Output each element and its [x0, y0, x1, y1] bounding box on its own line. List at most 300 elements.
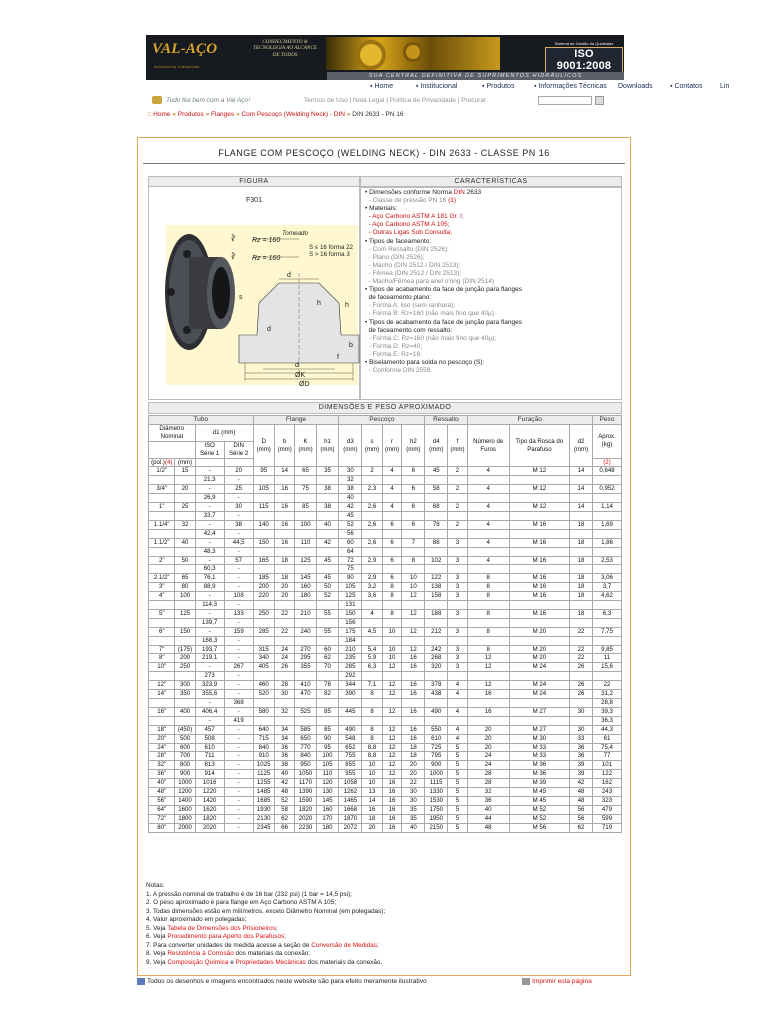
table-cell: 78: [425, 520, 448, 529]
note-link[interactable]: Propriedades Mecânicas: [235, 958, 306, 966]
flange-drawing: [149, 187, 361, 401]
table-cell: 2345: [253, 823, 274, 832]
table-cell: 268: [425, 654, 448, 663]
table-cell: 52: [339, 520, 362, 529]
table-cell: -: [224, 788, 253, 797]
table-row: [149, 467, 622, 476]
table-cell: 1/2": [149, 467, 175, 476]
table-cell: [149, 636, 175, 645]
table-cell: -: [224, 770, 253, 779]
sub-bar: [146, 95, 624, 107]
table-cell: [316, 601, 339, 610]
note-item: 8. Veja Resistência à Corrosão dos materiais da conexão;: [146, 950, 311, 957]
table-cell: [509, 636, 569, 645]
table-cell: 548: [339, 734, 362, 743]
table-row: [149, 725, 622, 734]
table-cell: 33: [570, 734, 593, 743]
table-cell: [274, 672, 295, 681]
table-cell: 6,3: [362, 663, 382, 672]
table-cell: [316, 511, 339, 520]
table-cell: 6: [402, 467, 425, 476]
table-cell: 12: [382, 690, 402, 699]
table-cell: 20: [362, 823, 382, 832]
table-cell: [175, 601, 195, 610]
table-cell: 800: [175, 761, 195, 770]
table-cell: [339, 716, 362, 725]
table-cell: -: [224, 672, 253, 681]
menu-item-downloads[interactable]: Downloads: [618, 83, 653, 90]
table-cell: 42: [339, 503, 362, 512]
table-cell: [467, 511, 509, 520]
table-cell: 18: [570, 609, 593, 618]
gear-icon: [356, 40, 386, 70]
table-cell: 100: [316, 752, 339, 761]
table-cell: 12: [467, 681, 509, 690]
table-cell: [295, 565, 316, 574]
gear-icon: [403, 42, 423, 62]
table-cell: 39: [570, 761, 593, 770]
legal-links[interactable]: Termos de Uso | Nota Legal | Política de Privacidade | Procurar:: [304, 97, 488, 104]
characteristic-link[interactable]: - Outras Ligas Sob Consulta;: [365, 229, 453, 237]
table-cell: 25: [224, 485, 253, 494]
table-cell: [274, 716, 295, 725]
note-link[interactable]: Conversão de Medidas: [311, 941, 377, 949]
note-item: 5. Veja Tabela de Dimensões dos Prisioneiros;: [146, 924, 278, 932]
table-cell: 42: [316, 538, 339, 547]
table-cell: 1685: [253, 796, 274, 805]
note-link[interactable]: Procedimento para Aperto dos Parafusos: [167, 933, 285, 940]
table-row: [149, 699, 622, 708]
table-cell: 10: [382, 645, 402, 654]
table-cell: [362, 529, 382, 538]
table-cell: 6: [382, 574, 402, 583]
svg-text:s: s: [239, 294, 243, 301]
table-cell: 479: [593, 805, 622, 814]
table-cell: 62: [316, 654, 339, 663]
table-cell: 1590: [295, 796, 316, 805]
table-cell: 6": [149, 627, 175, 636]
table-cell: 48,3: [195, 547, 224, 556]
breadcrumb-pescoco[interactable]: Com Pescoço (Welding Neck) - DIN: [241, 111, 345, 118]
table-cell: M 16: [509, 574, 569, 583]
characteristic-link[interactable]: - Aço Carbono ASTM A 105;: [365, 221, 450, 229]
table-cell: [316, 672, 339, 681]
table-cell: [570, 547, 593, 556]
note-item: 7. Para converter unidades de medida acesse a seção de Conversão de Medidas;: [146, 941, 379, 949]
table-cell: 285: [339, 663, 362, 672]
table-cell: 14: [274, 467, 295, 476]
note-item: 4. Valor aproximado em polegadas;: [146, 916, 247, 923]
table-cell: [295, 511, 316, 520]
table-cell: 585: [295, 725, 316, 734]
svg-text:∛: ∛: [231, 254, 236, 261]
table-cell: 8: [402, 556, 425, 565]
table-cell: 12: [467, 663, 509, 672]
characteristic-item: • Biselamento para solda no pescoço (S):: [365, 358, 485, 366]
table-cell: M 16: [509, 609, 569, 618]
table-cell: 20: [402, 770, 425, 779]
table-row: [149, 734, 622, 743]
characteristic-item: de faceamento plano:: [365, 294, 432, 302]
table-cell: 2,53: [593, 556, 622, 565]
table-cell: [509, 618, 569, 627]
figure-panel: [148, 186, 360, 400]
table-cell: 4: [448, 681, 467, 690]
table-row: [149, 663, 622, 672]
table-cell: -: [224, 752, 253, 761]
table-cell: 52: [274, 796, 295, 805]
table-cell: 45: [425, 467, 448, 476]
table-cell: 85: [316, 707, 339, 716]
group-header: Peso: [593, 416, 622, 425]
print-page-link[interactable]: Imprimir esta página: [532, 978, 592, 985]
table-cell: 7,1: [362, 681, 382, 690]
table-row: [149, 716, 622, 725]
table-cell: 32: [175, 520, 195, 529]
table-row: [149, 485, 622, 494]
table-cell: [362, 494, 382, 503]
table-cell: [362, 618, 382, 627]
table-cell: M 12: [509, 467, 569, 476]
table-cell: [316, 476, 339, 485]
table-cell: 242: [425, 645, 448, 654]
table-cell: 40: [467, 805, 509, 814]
table-cell: 12: [382, 743, 402, 752]
table-cell: 8: [467, 609, 509, 618]
table-cell: 4: [467, 556, 509, 565]
table-row: [149, 636, 622, 645]
menu-item-home[interactable]: ▪ Home: [370, 83, 394, 90]
table-cell: 600: [175, 743, 195, 752]
table-cell: 16: [382, 814, 402, 823]
table-cell: 350: [175, 690, 195, 699]
table-cell: 12: [402, 627, 425, 636]
table-cell: 12: [382, 752, 402, 761]
table-cell: 640: [253, 725, 274, 734]
table-cell: 5": [149, 609, 175, 618]
svg-text:h: h: [317, 300, 321, 307]
table-cell: 652: [339, 743, 362, 752]
table-cell: [570, 699, 593, 708]
table-cell: [253, 476, 274, 485]
table-cell: -: [195, 520, 224, 529]
table-cell: [448, 618, 467, 627]
characteristic-item: [365, 221, 617, 229]
note-ref[interactable]: (4): [164, 458, 173, 466]
table-cell: [382, 494, 402, 503]
table-cell: 16: [362, 805, 382, 814]
table-cell: [295, 636, 316, 645]
table-cell: [175, 565, 195, 574]
table-cell: 42: [274, 779, 295, 788]
table-cell: 219,1: [195, 654, 224, 663]
table-cell: [382, 716, 402, 725]
table-cell: 57: [224, 556, 253, 565]
table-cell: [467, 636, 509, 645]
table-cell: 2,6: [362, 538, 382, 547]
table-cell: 140: [253, 520, 274, 529]
table-cell: 11: [593, 654, 622, 663]
table-cell: 8: [382, 583, 402, 592]
table-cell: 168,3: [195, 636, 224, 645]
brand-logo[interactable]: VAL-AÇO: [152, 41, 218, 57]
table-cell: 101: [593, 761, 622, 770]
menu-item-institucional[interactable]: ▪ Institucional: [416, 83, 458, 90]
table-cell: 405: [253, 663, 274, 672]
table-cell: 285: [253, 627, 274, 636]
column-header: f (mm): [448, 424, 467, 467]
breadcrumb-flanges[interactable]: Flanges: [211, 111, 235, 118]
table-cell: M 20: [509, 645, 569, 654]
table-cell: 1000: [425, 770, 448, 779]
table-cell: [593, 511, 622, 520]
characteristic-item: - Forma A: liso (sem ranhura);: [365, 302, 455, 310]
table-cell: 580: [253, 707, 274, 716]
table-cell: 406,4: [195, 707, 224, 716]
table-cell: -: [224, 574, 253, 583]
table-cell: 0,648: [593, 467, 622, 476]
table-cell: [402, 511, 425, 520]
menu-item-produtos[interactable]: ▪ Produtos: [482, 83, 515, 90]
page-title: FLANGE COM PESCOÇO (WELDING NECK) - DIN 2633 - CLASSE PN 16: [218, 148, 550, 158]
menu-item-links[interactable]: Lin: [720, 83, 730, 90]
table-cell: 48: [570, 796, 593, 805]
table-cell: M 16: [509, 592, 569, 601]
table-cell: 32": [149, 761, 175, 770]
table-cell: 193,7: [195, 645, 224, 654]
table-cell: [448, 511, 467, 520]
table-cell: M 56: [509, 823, 569, 832]
table-cell: 5: [448, 814, 467, 823]
menu-item-informacoes-tecnicas[interactable]: ▪ Informações Técnicas: [534, 83, 607, 90]
column-header: [195, 458, 224, 467]
table-cell: 6,3: [593, 609, 622, 618]
table-cell: -: [224, 645, 253, 654]
column-header: D (mm): [253, 424, 274, 467]
table-cell: 4: [448, 725, 467, 734]
table-cell: 5: [448, 805, 467, 814]
table-row: [149, 556, 622, 565]
table-cell: [402, 529, 425, 538]
table-cell: -: [224, 618, 253, 627]
table-cell: 490: [339, 725, 362, 734]
table-cell: 58: [425, 485, 448, 494]
table-row: [149, 618, 622, 627]
characteristic-link[interactable]: - Aço Carbono ASTM A 181 Gr. I;: [365, 213, 464, 221]
svg-text:f: f: [337, 354, 339, 361]
table-cell: M 33: [509, 743, 569, 752]
table-cell: M 27: [509, 707, 569, 716]
table-cell: 3: [448, 574, 467, 583]
column-header: d1 (mm): [195, 424, 253, 441]
table-cell: [448, 636, 467, 645]
table-cell: 18: [570, 520, 593, 529]
table-cell: 3: [448, 654, 467, 663]
table-cell: 36: [570, 752, 593, 761]
table-cell: 22: [570, 627, 593, 636]
note-link[interactable]: Tabela de Dimensões dos Prisioneiros: [167, 924, 276, 932]
table-cell: 60: [339, 538, 362, 547]
svg-text:∛: ∛: [231, 236, 236, 243]
table-cell: 35: [402, 814, 425, 823]
table-cell: 438: [425, 690, 448, 699]
table-cell: [274, 565, 295, 574]
table-cell: [467, 716, 509, 725]
table-cell: 1330: [425, 788, 448, 797]
breadcrumb-produtos[interactable]: Produtos: [177, 111, 204, 118]
table-cell: [295, 699, 316, 708]
column-header: s (mm): [362, 424, 382, 467]
table-cell: 28: [274, 681, 295, 690]
table-cell: -: [224, 529, 253, 538]
table-cell: 650: [295, 734, 316, 743]
table-cell: 12: [382, 663, 402, 672]
table-cell: 10: [362, 779, 382, 788]
table-cell: 56: [339, 529, 362, 538]
table-cell: M 24: [509, 690, 569, 699]
characteristic-item: • Dimensões conforme Norma DIN 2633: [365, 189, 482, 196]
table-cell: [382, 699, 402, 708]
table-cell: 145: [295, 574, 316, 583]
note-ref[interactable]: (2): [593, 458, 622, 467]
characteristic-link[interactable]: (1): [448, 197, 457, 205]
note-link[interactable]: Composição Química: [167, 958, 229, 966]
table-cell: 38: [224, 520, 253, 529]
table-cell: [253, 494, 274, 503]
table-row: [149, 476, 622, 485]
brand-subtitle: Acessórios Industriais: [154, 64, 200, 69]
table-cell: 250: [253, 609, 274, 618]
table-cell: 22: [570, 654, 593, 663]
note-item: 3. Todas dimensões estão em milímetros, exceto Diâmetro Nominal (em polegadas);: [146, 907, 386, 915]
table-cell: 160: [295, 583, 316, 592]
table-cell: [570, 511, 593, 520]
table-cell: 12: [382, 681, 402, 690]
table-cell: 159: [224, 627, 253, 636]
table-cell: [509, 716, 569, 725]
table-cell: 1.1/2": [149, 538, 175, 547]
table-cell: 2020: [295, 814, 316, 823]
table-row: [149, 761, 622, 770]
forma-label-2: S > 16 forma 3: [309, 251, 350, 258]
table-cell: 40: [316, 520, 339, 529]
table-cell: 12: [402, 609, 425, 618]
table-cell: [316, 565, 339, 574]
characteristic-link[interactable]: DIN: [453, 189, 465, 196]
breadcrumb-home[interactable]: Home: [153, 111, 171, 118]
table-cell: 295: [295, 654, 316, 663]
rz-label-1: Rz = 160: [252, 237, 281, 244]
table-row: [149, 574, 622, 583]
table-cell: M 45: [509, 796, 569, 805]
table-cell: 131: [339, 601, 362, 610]
table-cell: 6: [382, 538, 402, 547]
table-row: [149, 796, 622, 805]
table-cell: -: [195, 716, 224, 725]
table-cell: 28": [149, 752, 175, 761]
table-cell: M 16: [509, 520, 569, 529]
characteristic-item: - Forma C: Rz=160 (não mais fino que 40µ);: [365, 334, 497, 342]
table-row: [149, 529, 622, 538]
table-cell: 122: [593, 770, 622, 779]
table-cell: [253, 636, 274, 645]
characteristic-item: - Macho (DIN 2512 / DIN 2513);: [365, 261, 461, 269]
table-cell: 3": [149, 583, 175, 592]
table-cell: 40: [175, 538, 195, 547]
menu-item-contatos[interactable]: ▪ Contatos: [670, 83, 703, 90]
table-cell: 12: [382, 707, 402, 716]
table-cell: [467, 618, 509, 627]
table-cell: 18: [570, 592, 593, 601]
table-cell: [149, 699, 175, 708]
breadcrumb-current: DIN 2633 - PN 16: [352, 111, 404, 118]
table-row: [149, 654, 622, 663]
search-go-button[interactable]: [595, 96, 604, 105]
table-cell: 2.1/2": [149, 574, 175, 583]
table-cell: [362, 565, 382, 574]
table-cell: 10: [382, 627, 402, 636]
note-link[interactable]: Resistência à Corrosão: [167, 950, 234, 957]
column-header: (mm): [175, 458, 195, 467]
table-row: [149, 805, 622, 814]
column-header: b (mm): [274, 424, 295, 467]
table-cell: [253, 699, 274, 708]
table-row: [149, 503, 622, 512]
note-item: 9. Veja Composição Química e Propriedades Mecânicas dos materiais da conexão.: [146, 958, 383, 966]
table-cell: [593, 547, 622, 556]
table-cell: 4: [467, 467, 509, 476]
table-cell: 4,5: [362, 627, 382, 636]
table-cell: 30: [339, 467, 362, 476]
table-cell: 16: [274, 503, 295, 512]
table-cell: 1025: [253, 761, 274, 770]
table-cell: [149, 476, 175, 485]
table-cell: -: [195, 556, 224, 565]
group-header: Ressalto: [425, 416, 467, 425]
table-cell: 1870: [339, 814, 362, 823]
table-cell: [593, 476, 622, 485]
search-input[interactable]: [538, 96, 592, 105]
table-cell: [253, 672, 274, 681]
table-cell: 55: [316, 627, 339, 636]
table-cell: 2: [362, 467, 382, 476]
table-cell: 500: [175, 734, 195, 743]
table-cell: 300: [175, 681, 195, 690]
table-cell: 20: [467, 734, 509, 743]
table-cell: 2,3: [362, 485, 382, 494]
group-header: Furação: [467, 416, 592, 425]
table-cell: M 45: [509, 788, 569, 797]
table-cell: [295, 618, 316, 627]
table-cell: 20: [402, 761, 425, 770]
table-cell: 1668: [339, 805, 362, 814]
info-icon: [137, 978, 145, 985]
table-cell: 30: [224, 503, 253, 512]
table-cell: 1.1/4": [149, 520, 175, 529]
table-cell: 16: [402, 690, 425, 699]
table-cell: 4: [448, 734, 467, 743]
table-cell: 378: [425, 681, 448, 690]
table-cell: 525: [295, 707, 316, 716]
table-cell: 220: [253, 592, 274, 601]
table-cell: 200: [175, 654, 195, 663]
table-cell: 1,14: [593, 503, 622, 512]
table-row: [149, 823, 622, 832]
printer-icon[interactable]: [522, 978, 530, 985]
table-cell: [570, 494, 593, 503]
table-cell: 12: [382, 770, 402, 779]
table-cell: [448, 529, 467, 538]
